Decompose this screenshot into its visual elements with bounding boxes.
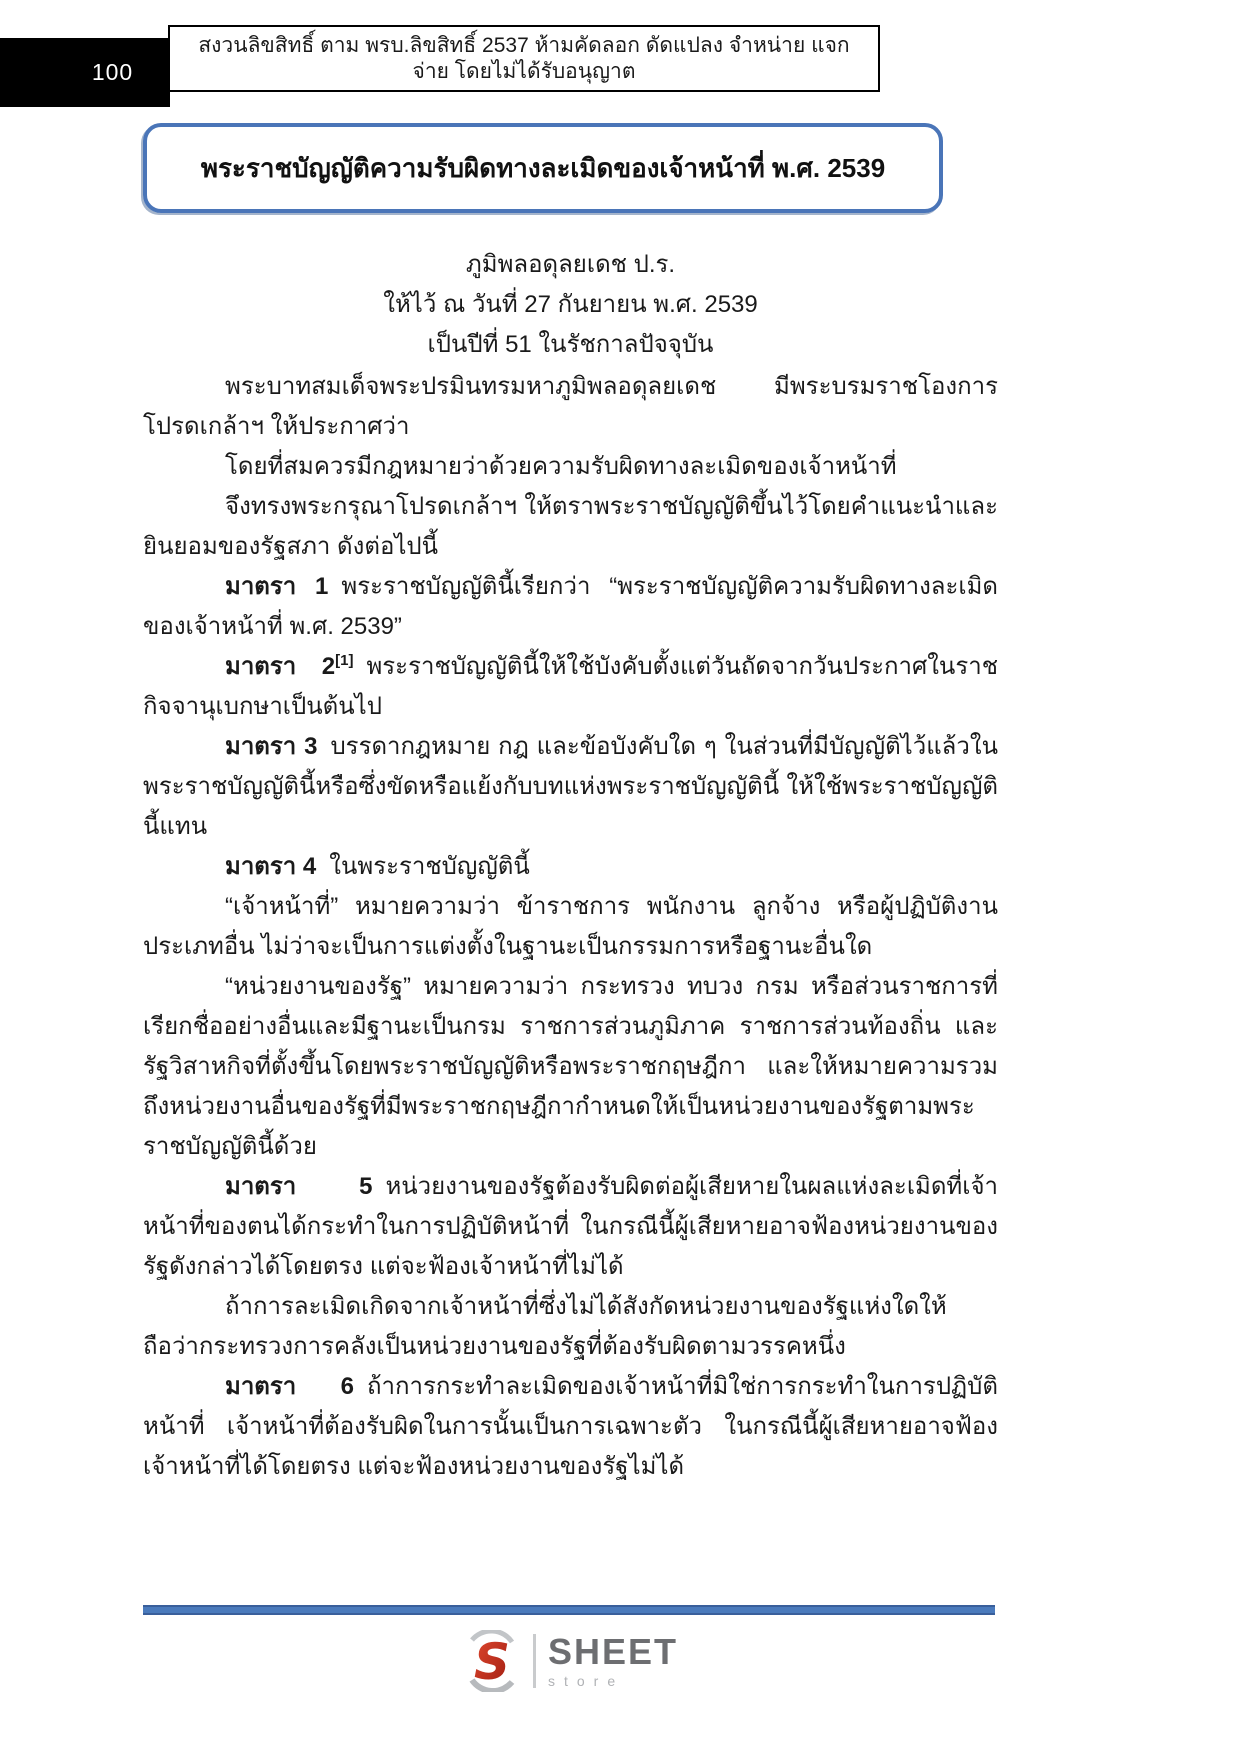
paragraph-text: บรรดากฎหมาย กฎ และข้อบังคับใด ๆ ในส่วนที่มีบัญญัติไว้แล้วในพระราชบัญญัตินี้หรือซึ่งขัดหรือแย้งกับบทแห่งพระราชบัญญัตินี้ ให้ใช้พระราชบัญญัตินี้แทน [143,733,998,840]
preamble-line: เป็นปีที่ 51 ในรัชกาลปัจจุบัน [427,331,714,358]
royal-preamble [143,245,998,365]
act-title-box [143,123,943,213]
paragraph-section-3 [143,727,998,847]
paragraph [143,367,998,447]
act-body [143,367,998,1487]
section-label: มาตรา 3 [225,733,318,760]
paragraph-text: พระราชบัญญัตินี้ให้ใช้บังคับตั้งแต่วันถัดจากวันประกาศในราชกิจจานุเบกษาเป็นต้นไป [143,653,998,720]
page-number: 100 [91,59,134,85]
sheet-store-logo [143,1630,998,1692]
logo-subtitle: store [547,1673,625,1689]
page-number-box [0,38,170,107]
paragraph-text: ในพระราชบัญญัตินี้ [329,853,530,880]
paragraph-text: หน่วยงานของรัฐต้องรับผิดต่อผู้เสียหายในผลแห่งละเมิดที่เจ้าหน้าที่ของตนได้กระทำในการปฏิบัติหน้าที่ ในกรณีนี้ผู้เสียหายอาจฟ้องหน่วยงานของรัฐดังกล่าวได้โดยตรง แต่จะฟ้องเจ้าหน้าที่ไม่ได้ [143,1173,998,1280]
paragraph-text: จึงทรงพระกรุณาโปรดเกล้าฯ ให้ตราพระราชบัญญัติขึ้นไว้โดยคำแนะนำและยินยอมของรัฐสภา ดังต่อไปนี้ [143,493,998,560]
section-label: มาตรา 1 [225,573,329,600]
section-label: มาตรา 2 [225,653,336,680]
footnote-ref: [1] [335,652,354,669]
paragraph [143,487,998,567]
footer-divider [143,1605,995,1615]
paragraph [143,887,998,967]
logo-brand: SHEET [547,1631,679,1672]
paragraph [143,447,998,487]
paragraph-text: ถ้าการกระทำละเมิดของเจ้าหน้าที่มิใช่การกระทำในการปฏิบัติหน้าที่ เจ้าหน้าที่ต้องรับผิดในการนั้นเป็นการเฉพาะตัว ในกรณีนี้ผู้เสียหายอาจฟ้องเจ้าหน้าที่ได้โดยตรง แต่จะฟ้องหน่วยงานของรัฐไม่ได้ [143,1373,998,1480]
copyright-notice-box [168,25,880,92]
copyright-notice: สงวนลิขสิทธิ์ ตาม พรบ.ลิขสิทธิ์ 2537 ห้ามคัดลอก ดัดแปลง จำหน่าย แจกจ่าย โดยไม่ได้รับอนุญาต [198,34,850,83]
document-content [143,123,998,1487]
paragraph-text: พระราชบัญญัตินี้เรียกว่า “พระราชบัญญัติความรับผิดทางละเมิดของเจ้าหน้าที่ พ.ศ. 2539” [143,573,998,640]
paragraph-text: “เจ้าหน้าที่” หมายความว่า ข้าราชการ พนักงาน ลูกจ้าง หรือผู้ปฏิบัติงานประเภทอื่น ไม่ว่าจะเป็นการแต่งตั้งในฐานะเป็นกรรมการหรือฐานะอื่นใด [143,893,998,960]
section-label: มาตรา 4 [225,853,317,880]
paragraph [143,967,998,1167]
paragraph-text: พระบาทสมเด็จพระปรมินทรมหาภูมิพลอดุลยเดช มีพระบรมราชโองการโปรดเกล้าฯ ให้ประกาศว่า [143,373,998,440]
paragraph-section-4 [143,847,998,887]
paragraph-section-6 [143,1367,998,1487]
section-label: มาตรา 5 [225,1173,373,1200]
paragraph-text: ถ้าการละเมิดเกิดจากเจ้าหน้าที่ซึ่งไม่ได้สังกัดหน่วยงานของรัฐแห่งใดให้ถือว่ากระทรวงการคลังเป็นหน่วยงานของรัฐที่ต้องรับผิดตามวรรคหนึ่ง [143,1293,947,1360]
paragraph-text: “หน่วยงานของรัฐ” หมายความว่า กระทรวง ทบวง กรม หรือส่วนราชการที่เรียกชื่ออย่างอื่นและมีฐานะเป็นกรม ราชการส่วนภูมิภาค ราชการส่วนท้องถิ่น และรัฐวิสาหกิจที่ตั้งขึ้นโดยพระราชบัญญัติหรือพระราชกฤษฎีกา และให้หมายความรวมถึงหน่วยงานอื่นของรัฐที่มีพระราชกฤษฎีกากำหนดให้เป็นหน่วยงานของรัฐตามพระราชบัญญัตินี้ด้วย [143,973,998,1160]
act-title: พระราชบัญญัติความรับผิดทางละเมิดของเจ้าหน้าที่ พ.ศ. 2539 [200,152,886,183]
paragraph-section-2 [143,647,998,727]
logo-text [547,1631,679,1689]
preamble-line: ให้ไว้ ณ วันที่ 27 กันยายน พ.ศ. 2539 [383,291,758,318]
section-label: มาตรา 6 [225,1373,354,1400]
svg-text:S: S [473,1633,510,1691]
sheet-logo-icon [463,1630,521,1692]
paragraph-section-5 [143,1167,998,1287]
paragraph [143,1287,998,1367]
logo-divider [533,1634,536,1688]
paragraph-section-1 [143,567,998,647]
preamble-line: ภูมิพลอดุลยเดช ป.ร. [465,251,676,278]
paragraph-text: โดยที่สมควรมีกฎหมายว่าด้วยความรับผิดทางละเมิดของเจ้าหน้าที่ [225,453,897,480]
